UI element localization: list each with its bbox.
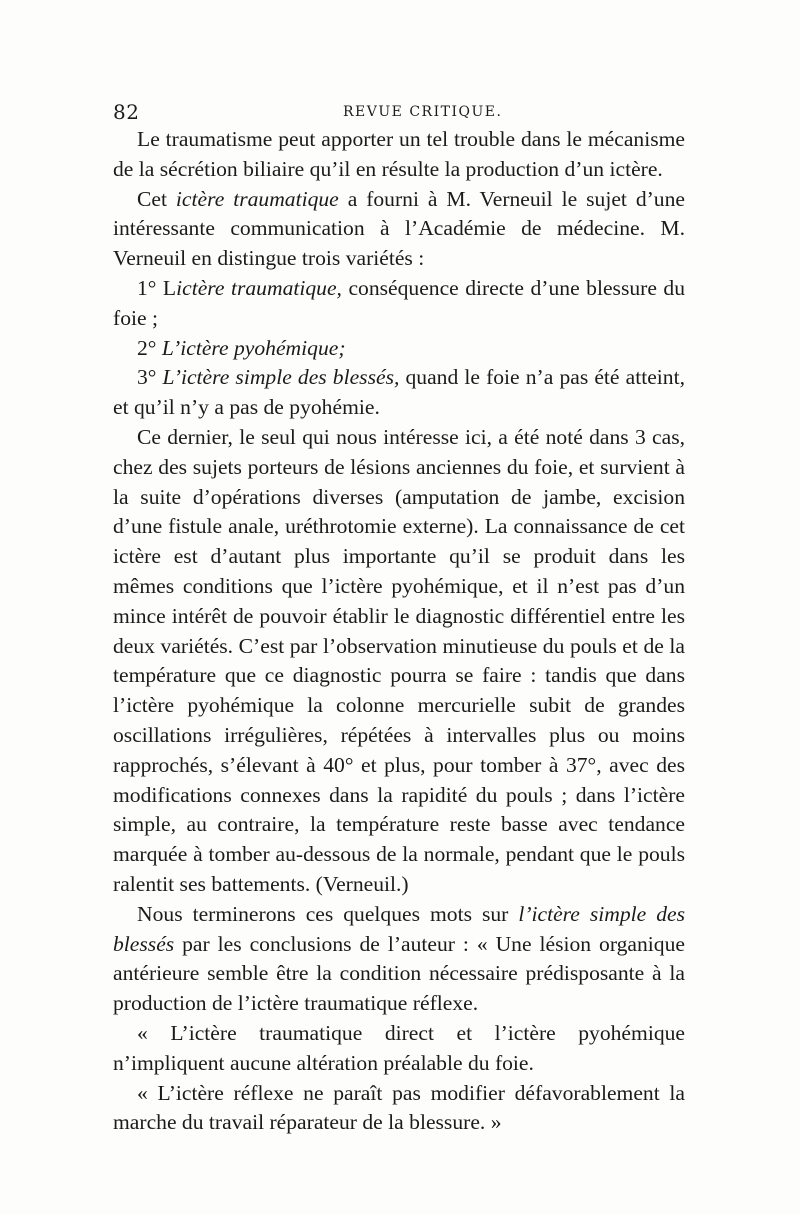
running-head: REVUE CRITIQUE. [343, 104, 503, 120]
paragraph-conclusions [113, 900, 685, 1019]
text-run: Nous terminerons ces quelques mots sur [137, 901, 519, 926]
text-run: quand le foie n’a pas été atteint, et qu’il n’y a pas de pyohémie. [113, 365, 685, 420]
text-run: « L’ictère traumatique direct et l’ictère pyohémique n’impliquent aucune altération préalable du foie. [113, 1020, 685, 1075]
paragraph-intro [113, 125, 685, 185]
italic-text: l’ictère simple des blessés [113, 901, 685, 956]
text-run: a fourni à M. Verneuil le sujet d’une intéressante communication à l’Académie de médecine. M. Verneuil en distingue trois variétés : [113, 186, 685, 271]
paragraph-verneuil-communication [113, 185, 685, 274]
list-item-simple-icterus [113, 363, 685, 423]
body-text [113, 125, 685, 1138]
text-run: Le traumatisme peut apporter un tel trouble dans le mécanisme de la sécrétion biliaire qu’il en résulte la production d’un ictère. [113, 127, 685, 181]
list-item-pyohemic-icterus [113, 334, 685, 364]
paragraph-quote-reflex [113, 1079, 685, 1139]
text-run: par les conclusions de l’auteur : « Une lésion organique antérieure semble être la condition nécessaire prédisposante à la production de l’ictère traumatique réflexe. [113, 931, 685, 1016]
italic-text: L’ictère pyohémique; [161, 335, 346, 360]
paragraph-quote-direct [113, 1019, 685, 1079]
text-run: 2° [137, 335, 162, 360]
text-run: 3° [137, 365, 163, 390]
italic-text: ictère traumatique [175, 186, 339, 211]
paragraph-diagnosis [113, 423, 685, 900]
text-run: 1° L [137, 275, 177, 300]
page-number: 82 [113, 100, 140, 124]
italic-text: ictère traumatique, [176, 275, 342, 300]
text-run: conséquence directe d’une blessure du foie ; [113, 275, 686, 330]
page-header [113, 100, 683, 124]
text-run: « L’ictère réflexe ne paraît pas modifier défavorablement la marche du travail réparateur de la blessure. » [113, 1080, 685, 1135]
text-run: Ce dernier, le seul qui nous intéresse ici, a été noté dans 3 cas, chez des sujets porteurs de lésions anciennes du foie, et survient à la suite d’opérations diverses (amputation de jambe, excision d’une fistule anale, uréthrotomie externe). La connaissance de cet ictère est d’autant plus importante qu’il se produit dans les mêmes conditions que l’ictère pyohémique, et il n’est pas d’un mince intérêt de pouvoir établir le diagnostic différentiel entre les deux variétés. C’est par l’observation minutieuse du pouls et de la température que ce diagnostic pourra se faire : tandis que dans l’ictère pyohémique la colonne mercurielle subit de grandes oscillations irrégulières, répétées à intervalles plus ou moins rapprochés, s’élevant à 40° et plus, pour tomber à 37°, avec des modifications connexes dans la rapidité du pouls ; dans l’ictère simple, au contraire, la température reste basse avec tendance marquée à tomber au-dessous de la normale, pendant que le pouls ralentit ses battements. (Verneuil.) [113, 424, 685, 896]
text-run: Cet [137, 186, 176, 211]
italic-text: L’ictère simple des blessés, [162, 365, 400, 390]
list-item-traumatic-icterus [113, 274, 685, 334]
